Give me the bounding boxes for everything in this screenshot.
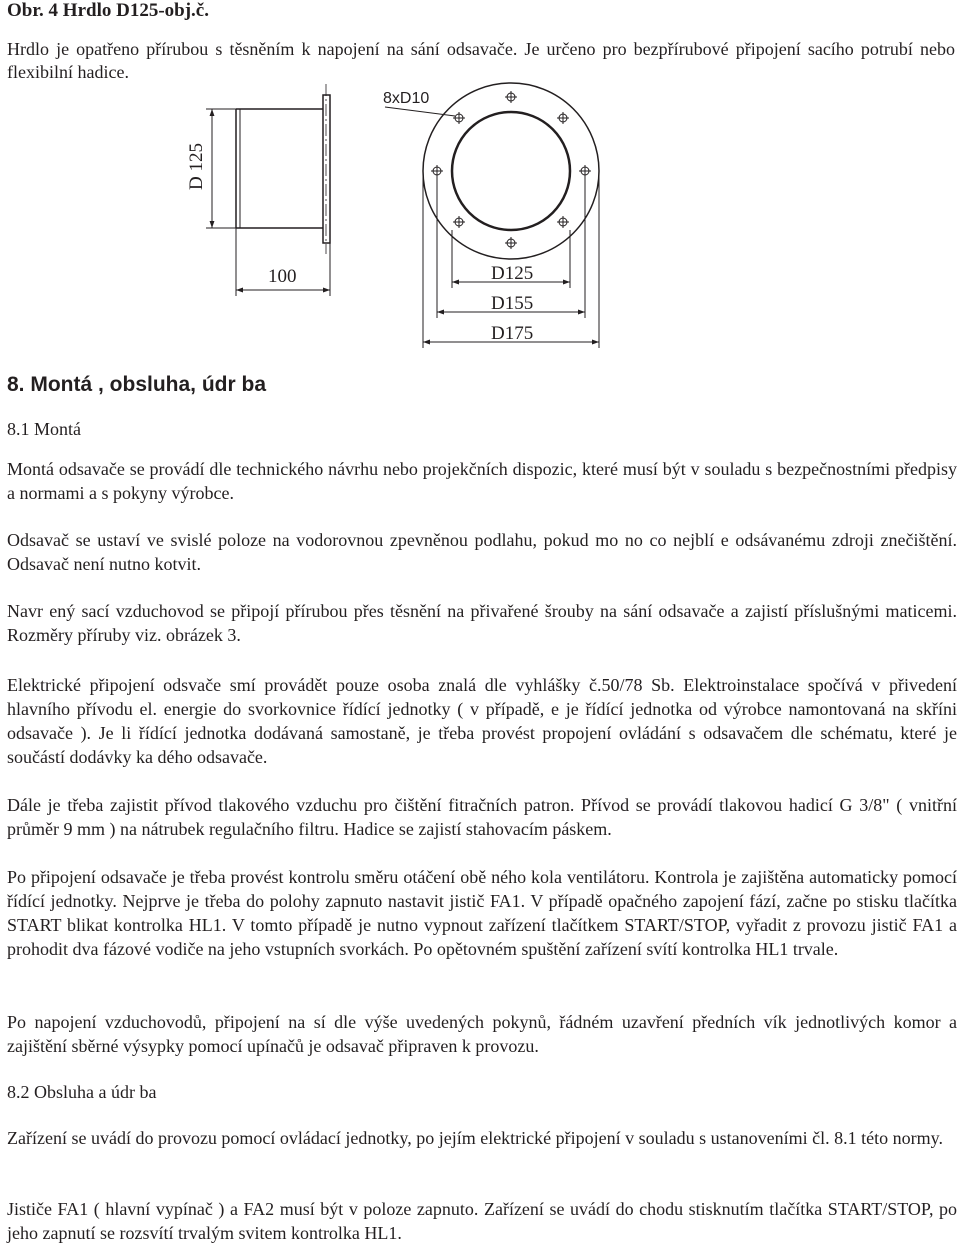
paragraph-6: Po připojení odsavače je třeba provést kontrolu směru otáčení obě ného kola ventilátoru. Kontrola je zajištěna automaticky pomocí řídící jednotky. Nejprve je třeba do polohy zapnuto nastavit jistič FA1. V případě opačného zapojení fází, začne po stisku tlačítka START blikat kontrolka HL1. V tomto případě je nutno vypnout zařízení tlačítkem START/STOP, vyřadit z provozu jistič FA1 a prohodit dva fázové vodiče na jeho vstupních svorkách. Po opětovném spuštění zařízení svítí kontrolka HL1 trvale. bbox=[7, 867, 957, 959]
subsection-heading-montaz: 8.1 Montá bbox=[7, 419, 81, 439]
d155-label: D155 bbox=[491, 293, 534, 314]
length-label: 100 bbox=[268, 266, 297, 287]
paragraph-4: Elektrické připojení odsvače smí provádět pouze osoba znalá dle vyhlášky č.50/78 Sb. Elektroinstalace spočívá v přivedení hlavního přívodu el. energie do svorkovnice řídící jednotky ( v případě, e je řídící jednotka od výrobce namontovaná na skříni odsavače ). Je li řídící jednotka dodávaná samostaně, je třeba provést propojení ovládání s odsavačem dle schématu, které je součástí dodávky ka dého odsavače. bbox=[7, 675, 957, 767]
holes-label: 8xD10 bbox=[383, 90, 430, 107]
paragraph-3: Navr ený sací vzduchovod se připojí přírubou přes těsnění na přivařené šrouby na sání odsavače a zajistí příslušnými maticemi. Rozměry příruby viz. obrázek 3. bbox=[7, 601, 957, 645]
flange-outer-circle bbox=[423, 83, 599, 259]
flange-plate bbox=[323, 95, 330, 243]
paragraph-2: Odsavač se ustaví ve svislé poloze na vodorovnou zpevněnou podlahu, pokud mo no co nejblí e odsávanému zdroji znečištění. Odsavač není nutno kotvit. bbox=[7, 530, 957, 574]
section-heading: 8. Montá , obsluha, údr ba bbox=[7, 373, 267, 396]
side-view bbox=[206, 84, 330, 296]
d125-side-label: D 125 bbox=[186, 143, 207, 190]
paragraph-5: Dále je třeba zajistit přívod tlakového vzduchu pro čištění fitračních patron. Přívod se provádí tlakovou hadicí G 3/8" ( vnitřní průměr 9 mm ) na nátrubek regulačního filtru. Hadice se zajistí stahovacím páskem. bbox=[7, 795, 957, 839]
bore-circle bbox=[452, 112, 570, 230]
paragraph-8: Zařízení se uvádí do provozu pomocí ovládací jednotky, po jejím elektrické připojení v souladu s ustanoveními čl. 8.1 této normy. bbox=[7, 1128, 943, 1148]
d125-label: D125 bbox=[491, 263, 534, 284]
figure-intro: Hrdlo je opatřeno přírubou s těsněním k napojení na sání odsavače. Je určeno pro bezpřírubové připojení sacího potrubí nebo flexibilní hadice. bbox=[7, 39, 955, 82]
paragraph-9: Jističe FA1 ( hlavní vypínač ) a FA2 musí být v poloze zapnuto. Zařízení se uvádí do chodu stisknutím tlačítka START/STOP, po jeho zapnutí se rozsvítí trvalým svitem kontrolka HL1. bbox=[7, 1199, 957, 1243]
d175-label: D175 bbox=[491, 323, 534, 344]
paragraph-7: Po napojení vzduchovodů, připojení na sí dle výše uvedených pokynů, řádném uzavření předních vík jednotlivých komor a zajištění sběrné výsypky pomocí upínačů je odsavač připraven k provozu. bbox=[7, 1012, 957, 1056]
subsection-heading-obsluha: 8.2 Obsluha a údr ba bbox=[7, 1082, 157, 1102]
bolt-holes bbox=[431, 91, 591, 249]
holes-leader bbox=[385, 107, 455, 116]
figure-caption: Obr. 4 Hrdlo D125-obj.č. bbox=[7, 0, 209, 21]
flange-drawing bbox=[0, 0, 960, 360]
paragraph-1: Montá odsavače se provádí dle technického návrhu nebo projekčních dispozic, které musí být v souladu s bezpečnostními předpisy a normami a s pokyny výrobce. bbox=[7, 459, 957, 503]
